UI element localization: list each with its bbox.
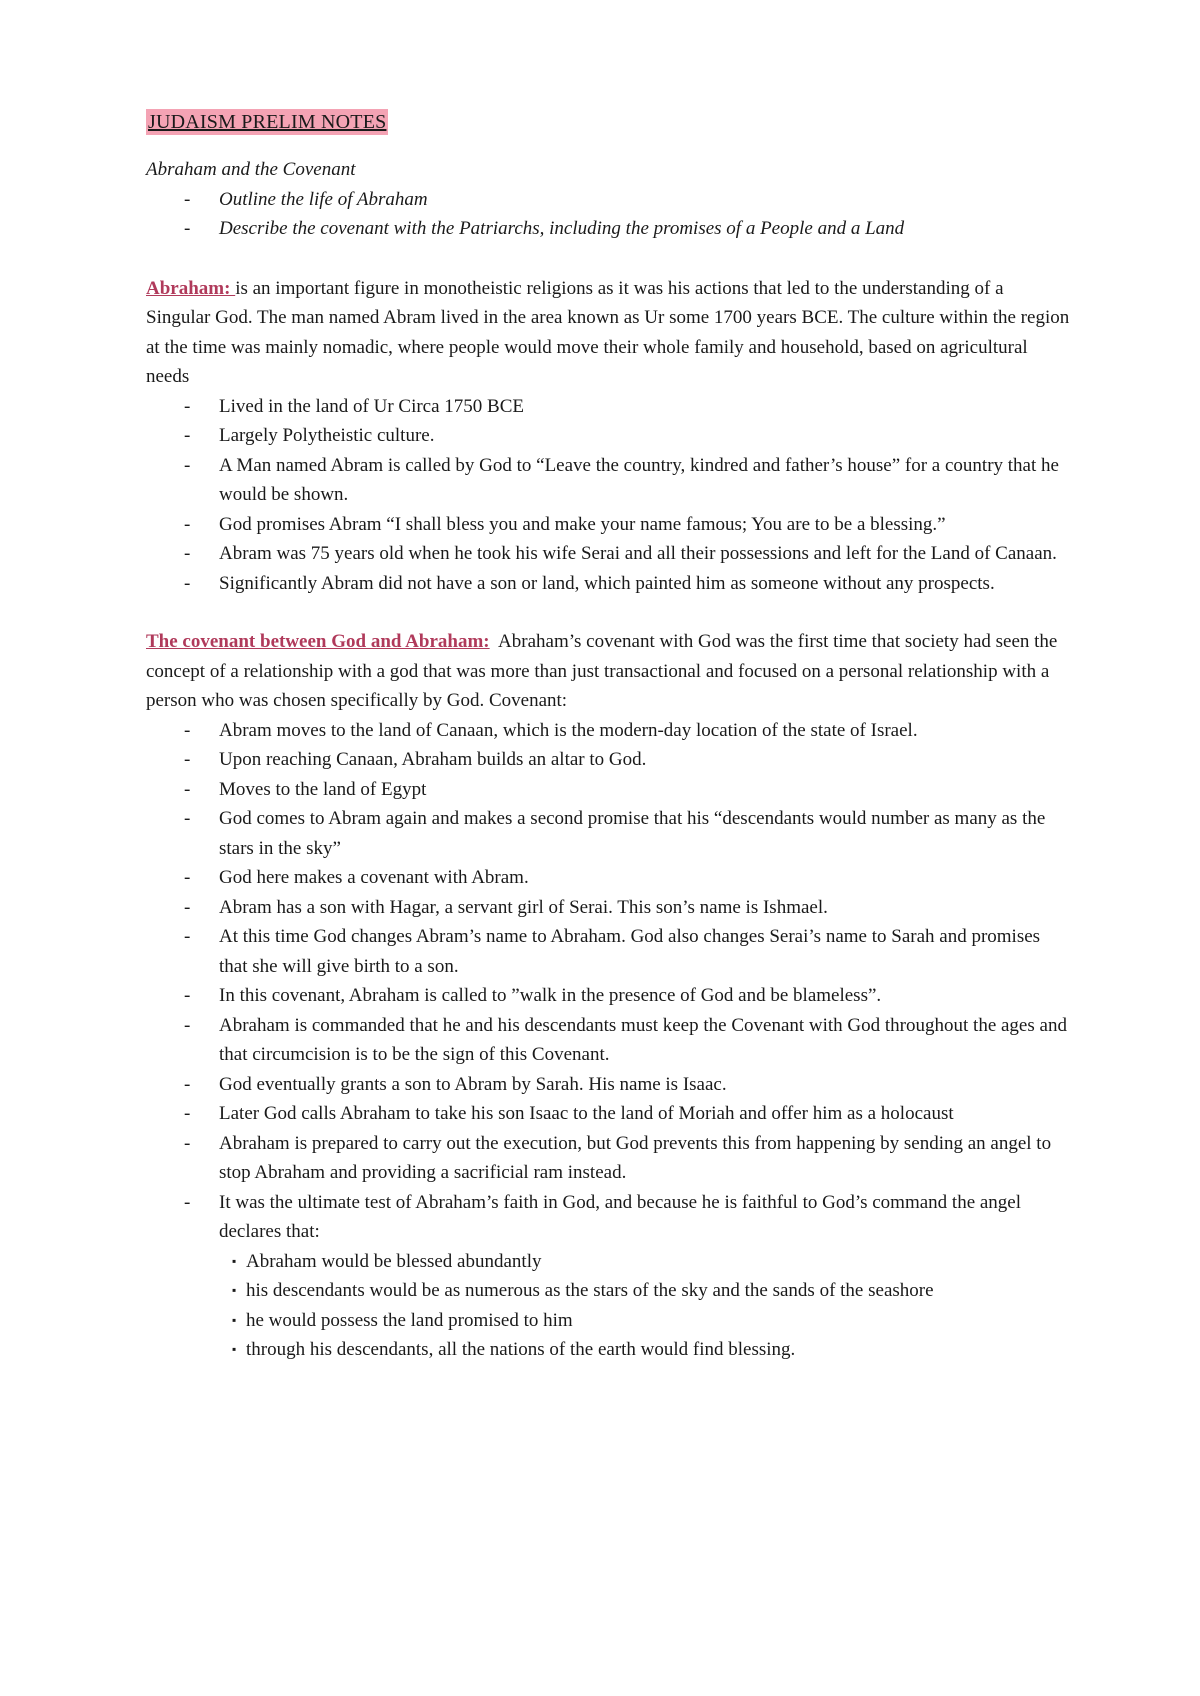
list-item: - Abraham is commanded that he and his descendants must keep the Covenant with God throughout the ages and that circumcision is to be the sign of this Covenant.: [219, 1011, 1072, 1070]
list-item: - God promises Abram “I shall bless you and make your name famous; You are to be a blessing.”: [219, 510, 1072, 540]
section-subheading: Abraham and the Covenant: [146, 159, 356, 180]
page-title: JUDAISM PRELIM NOTES: [148, 111, 387, 133]
list-item: - Moves to the land of Egypt: [219, 775, 1072, 805]
list-item: - God comes to Abram again and makes a second promise that his “descendants would number as many as the stars in the sky”: [219, 804, 1072, 863]
covenant-heading: The covenant between God and Abraham:: [146, 631, 490, 652]
list-item: - God here makes a covenant with Abram.: [219, 863, 1072, 893]
list-item: - Abram was 75 years old when he took his wife Serai and all their possessions and left for the Land of Canaan.: [219, 539, 1072, 569]
objective-item: - Outline the life of Abraham: [219, 185, 1072, 215]
abraham-facts-list: [146, 392, 1072, 599]
list-item: - A Man named Abram is called by God to “Leave the country, kindred and father’s house” for a country that he would be shown.: [219, 451, 1072, 510]
list-item: - God eventually grants a son to Abram by Sarah. His name is Isaac.: [219, 1070, 1072, 1100]
abraham-intro: is an important figure in monotheistic religions as it was his actions that led to the understanding of a Singular God. The man named Abram lived in the area known as Ur some 1700 years BCE. The culture within the region at the time was mainly nomadic, where people would move their whole family and household, based on agricultural needs: [146, 277, 1070, 387]
list-item: - Lived in the land of Ur Circa 1750 BCE: [219, 392, 1072, 422]
sub-list-item: ▪ through his descendants, all the nations of the earth would find blessing.: [246, 1335, 1072, 1365]
covenant-paragraph: [146, 627, 1072, 716]
list-item: - Largely Polytheistic culture.: [219, 421, 1072, 451]
list-item: - Abraham is prepared to carry out the execution, but God prevents this from happening by sending an angel to stop Abraham and providing a sacrificial ram instead.: [219, 1129, 1072, 1188]
list-item: - Upon reaching Canaan, Abraham builds an altar to God.: [219, 745, 1072, 775]
list-item: - Abram moves to the land of Canaan, which is the modern-day location of the state of Israel.: [219, 716, 1072, 746]
angel-declarations-list: [219, 1247, 1072, 1365]
sub-list-item: ▪ his descendants would be as numerous as the stars of the sky and the sands of the seashore: [246, 1276, 1072, 1306]
sub-list-item: ▪ he would possess the land promised to him: [246, 1306, 1072, 1336]
list-item: - Significantly Abram did not have a son or land, which painted him as someone without any prospects.: [219, 569, 1072, 599]
covenant-intro: Abraham’s covenant with God was the first time that society had seen the concept of a relationship with a god that was more than just transactional and focused on a personal relationship with a person who was chosen specifically by God. Covenant:: [146, 631, 1063, 711]
objective-item: - Describe the covenant with the Patriarchs, including the promises of a People and a Land: [219, 214, 1072, 244]
covenant-events-list: [146, 716, 1072, 1365]
abraham-heading: Abraham:: [146, 277, 236, 299]
objectives-list: [146, 185, 1072, 244]
sub-list-item: ▪ Abraham would be blessed abundantly: [246, 1247, 1072, 1277]
list-item-text: It was the ultimate test of Abraham’s faith in God, and because he is faithful to God’s command the angel declares that:: [219, 1191, 1022, 1242]
list-item: - At this time God changes Abram’s name to Abraham. God also changes Serai’s name to Sarah and promises that she will give birth to a son.: [219, 922, 1072, 981]
list-item: - Abram has a son with Hagar, a servant girl of Serai. This son’s name is Ishmael.: [219, 893, 1072, 923]
list-item: [219, 1188, 1072, 1365]
abraham-paragraph: [146, 274, 1072, 392]
list-item: - In this covenant, Abraham is called to ”walk in the presence of God and be blameless”.: [219, 981, 1072, 1011]
list-item: - Later God calls Abraham to take his son Isaac to the land of Moriah and offer him as a holocaust: [219, 1099, 1072, 1129]
